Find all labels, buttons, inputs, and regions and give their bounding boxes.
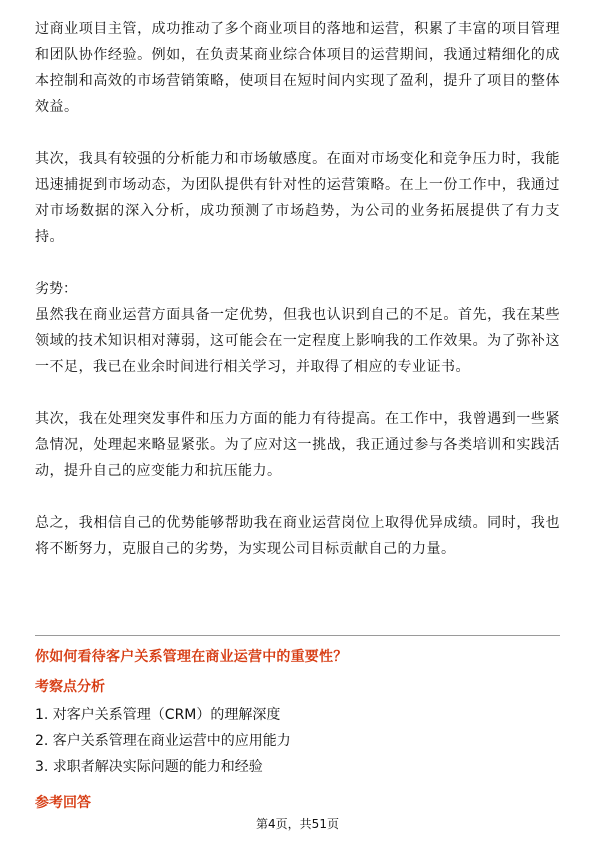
question-title: 你如何看待客户关系管理在商业运营中的重要性？ bbox=[35, 649, 348, 665]
paragraph-experience: 过商业项目主管，成功推动了多个商业项目的落地和运营，积累了丰富的项目管理和团队协作经验。例如，在负责某商业综合体项目的运营期间，我通过精细化的成本控制和高效的市场营销策略，使项目在短时间内实现了盈利，提升了项目的整体效益。 bbox=[35, 21, 560, 115]
paragraph-gap bbox=[35, 250, 560, 276]
list-item: 1. 对客户关系管理（CRM）的理解深度 bbox=[35, 707, 281, 723]
list-item: 3. 求职者解决实际问题的能力和经验 bbox=[35, 759, 263, 775]
paragraph-gap bbox=[35, 120, 560, 146]
answer-body bbox=[35, 16, 560, 562]
paragraph-gap bbox=[35, 380, 560, 406]
list-item: 2. 客户关系管理在商业运营中的应用能力 bbox=[35, 733, 291, 749]
section-divider bbox=[35, 635, 560, 636]
page-number: 第4页，共51页 bbox=[256, 817, 339, 831]
paragraph-analysis-ability: 其次，我具有较强的分析能力和市场敏感度。在面对市场变化和竞争压力时，我能迅速捕捉到市场动态，为团队提供有针对性的运营策略。在上一份工作中，我通过对市场数据的深入分析，成功预测了市场趋势，为公司的业务拓展提供了有力支持。 bbox=[35, 151, 560, 245]
answer-heading: 参考回答 bbox=[35, 795, 91, 811]
paragraph-gap bbox=[35, 484, 560, 510]
weakness-label: 劣势： bbox=[35, 281, 77, 297]
paragraph-conclusion: 总之，我相信自己的优势能够帮助我在商业运营岗位上取得优异成绩。同时，我也将不断努力，克服自己的劣势，为实现公司目标贡献自己的力量。 bbox=[35, 515, 560, 557]
paragraph-weakness-pressure: 其次，我在处理突发事件和压力方面的能力有待提高。在工作中，我曾遇到一些紧急情况，处理起来略显紧张。为了应对这一挑战，我正通过参与各类培训和实践活动，提升自己的应变能力和抗压能力。 bbox=[35, 411, 560, 479]
paragraph-weakness-knowledge: 虽然我在商业运营方面具备一定优势，但我也认识到自己的不足。首先，我在某些领域的技术知识相对薄弱，这可能会在一定程度上影响我的工作效果。为了弥补这一不足，我已在业余时间进行相关学习，并取得了相应的专业证书。 bbox=[35, 307, 560, 375]
analysis-list bbox=[35, 702, 291, 780]
analysis-heading: 考察点分析 bbox=[35, 679, 105, 695]
